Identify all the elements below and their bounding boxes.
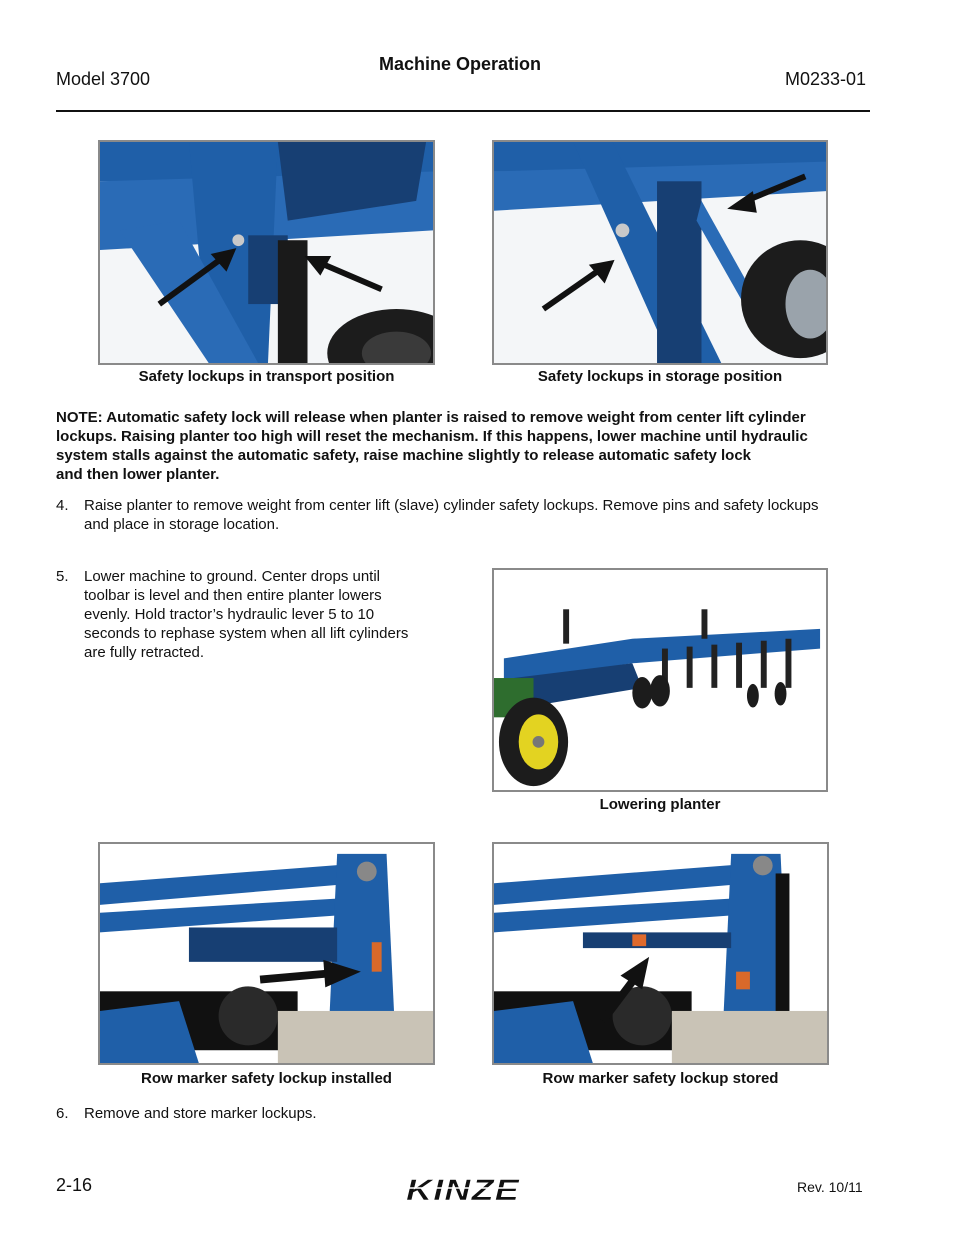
note-automatic-safety-lock: [56, 408, 856, 484]
note-line: and then lower planter.: [56, 466, 220, 483]
step-line: seconds to rephase system when all lift cylinders: [84, 625, 409, 642]
note-line: lockups. Raising planter too high will reset the mechanism. If this happens, lower machine until hydraulic: [56, 428, 808, 445]
step-text: [84, 496, 819, 534]
step-number: 4.: [56, 497, 69, 514]
step-line: and place in storage location.: [84, 516, 280, 533]
header-model: Model 3700: [56, 69, 151, 89]
storage-photo-illustration: [494, 142, 826, 363]
step-number: 6.: [56, 1105, 69, 1122]
step-line: Raise planter to remove weight from center lift (slave) cylinder safety lockups. Remove pins and safety lockups: [84, 497, 819, 514]
step-line: Remove and store marker lockups.: [84, 1105, 317, 1122]
step-line: evenly. Hold tractor’s hydraulic lever 5 to 10: [84, 606, 375, 623]
note-line: system stalls against the automatic safety, raise machine slightly to release automatic safety lock: [56, 447, 752, 464]
step-text: [84, 567, 408, 662]
step-number: 5.: [56, 568, 69, 585]
header-rule: [56, 110, 870, 112]
step-5: [56, 567, 456, 667]
marker-installed-photo-illustration: [100, 844, 433, 1063]
marker-stored-photo-illustration: [494, 844, 827, 1063]
lowering-photo-illustration: [494, 570, 826, 790]
header-doc-number: M0233-01: [785, 69, 867, 89]
footer-revision: Rev. 10/11: [797, 1179, 863, 1195]
step-6: [56, 1104, 456, 1126]
step-4: [56, 496, 876, 536]
photo-safety-lockups-storage: [492, 140, 828, 365]
photo-lowering-planter: [492, 568, 828, 792]
header-section-title: Machine Operation: [379, 54, 542, 74]
logo-text: KINZE: [406, 1174, 520, 1206]
step-line: Lower machine to ground. Center drops until: [84, 568, 381, 585]
note-line: NOTE: Automatic safety lock will release when planter is raised to remove weight from center lift cylinder: [56, 409, 806, 426]
caption-storage: Safety lockups in storage position: [537, 368, 783, 385]
caption-marker-stored: Row marker safety lockup stored: [542, 1070, 779, 1087]
caption-marker-installed: Row marker safety lockup installed: [141, 1070, 392, 1087]
caption-lowering: Lowering planter: [599, 796, 721, 813]
step-line: toolbar is level and then entire planter lowers: [84, 587, 382, 604]
photo-row-marker-stored: [492, 842, 829, 1065]
photo-safety-lockups-transport: [98, 140, 435, 365]
kinze-logo: [403, 1174, 523, 1206]
step-text: [84, 1104, 317, 1123]
caption-transport: Safety lockups in transport position: [138, 368, 395, 385]
photo-row-marker-installed: [98, 842, 435, 1065]
kinze-logo-icon: [403, 1174, 523, 1206]
transport-photo-illustration: [100, 142, 433, 363]
footer-page-number: 2-16: [56, 1175, 93, 1195]
step-line: are fully retracted.: [84, 644, 205, 661]
